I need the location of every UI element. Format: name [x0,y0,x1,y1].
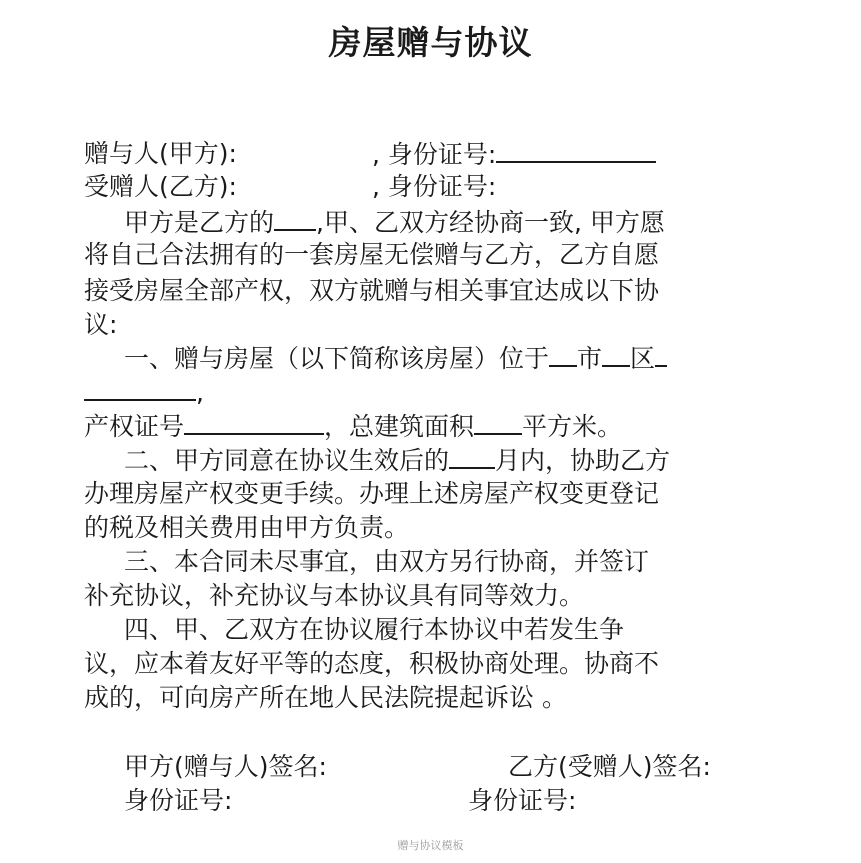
clause-text: 一、赠与房屋（以下简称该房屋）位于 [124,344,550,373]
city-blank[interactable] [549,343,577,367]
district-blank[interactable] [602,343,630,367]
clause1-line-1 [124,343,667,374]
clause2-line-3: 的税及相关费用由甲方负责。 [84,513,410,542]
clause4-line-1: 四、甲、乙双方在协议履行本协议中若发生争 [124,615,625,644]
clause-text: 平方米。 [522,412,623,441]
clause-text: , [196,378,204,407]
clause2-line-1 [124,445,670,476]
area-blank[interactable] [474,411,522,435]
clause1-line-2 [84,377,204,408]
party-b-signature: 乙方(受赠人)签名: [508,752,711,781]
clause-text: 产权证号 [84,412,185,441]
clause2-line-2: 办理房屋产权变更手续。办理上述房屋产权变更登记 [84,479,660,508]
donor-line [84,139,237,169]
clause3-line-1: 三、本合同未尽事宜，由双方另行协商，并签订 [124,547,650,576]
donee-id-line [372,172,496,202]
donee-label: 受赠人(乙方): [84,172,237,201]
document-title: 房屋赠与协议 [328,23,533,62]
donor-id-line [372,139,656,170]
preamble-line-1 [124,207,665,238]
donee-id-label: , 身份证号: [372,172,497,201]
preamble-text: 甲方是乙方的 [124,208,275,237]
preamble-line-3: 接受房屋全部产权，双方就赠与相关事宜达成以下协 [84,276,660,305]
clause-text: 月内，协助乙方 [495,446,671,475]
preamble-line-2: 将自己合法拥有的一套房屋无偿赠与乙方，乙方自愿 [84,240,660,269]
party-a-id: 身份证号: [124,786,233,815]
footer-caption: 赠与协议模板 [397,839,464,852]
donor-id-blank[interactable] [496,139,656,163]
donor-id-label: , 身份证号: [372,140,497,169]
clause-text: 市 [577,344,603,373]
clause1-line-3 [84,411,622,442]
months-blank[interactable] [449,445,495,469]
preamble-line-4: 议: [84,310,118,339]
address-blank[interactable] [655,343,667,367]
donee-line [84,172,237,202]
clause4-line-3: 成的，可向房产所在地人民法院提起诉讼 。 [84,683,567,712]
clause3-line-2: 补充协议，补充协议与本协议具有同等效力。 [84,581,585,610]
clause-text: 区 [630,344,656,373]
party-b-id: 身份证号: [468,786,577,815]
donor-label: 赠与人(甲方): [84,139,237,168]
relationship-blank[interactable] [274,207,316,231]
clause4-line-2: 议，应本着友好平等的态度，积极协商处理。协商不 [84,649,660,678]
address-blank-2[interactable] [84,377,196,401]
party-a-signature: 甲方(赠与人)签名: [124,752,327,781]
preamble-text: ,甲、乙双方经协商一致, 甲方愿 [316,208,665,237]
property-cert-blank[interactable] [184,411,324,435]
clause-text: 二、甲方同意在协议生效后的 [124,446,450,475]
clause-text: ，总建筑面积 [324,412,475,441]
